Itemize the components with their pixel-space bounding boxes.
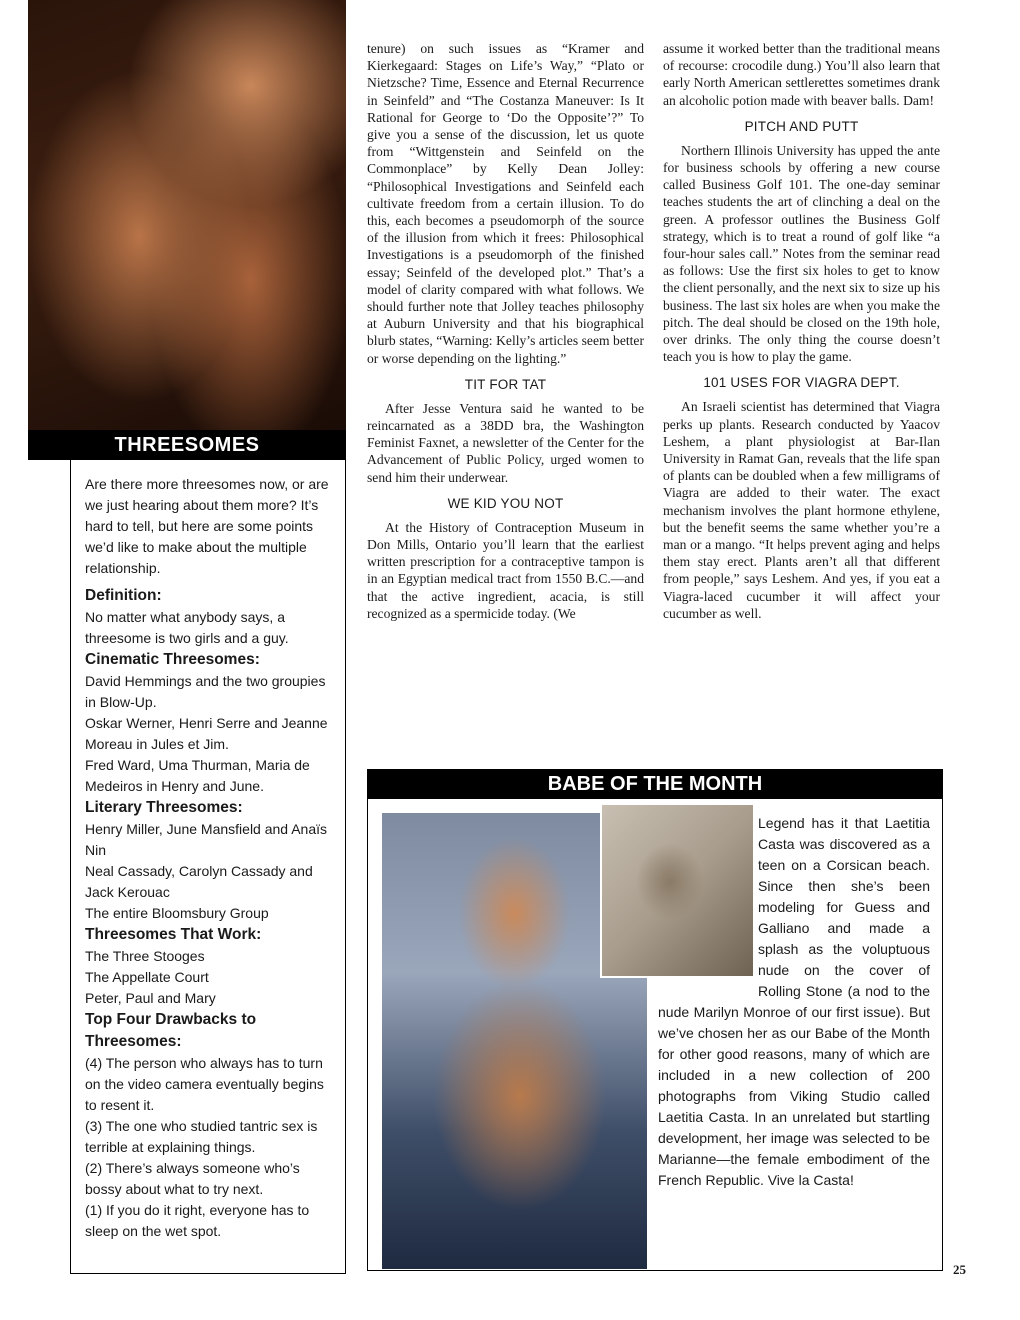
- article-column-middle: [367, 40, 644, 622]
- threesomes-intro: Are there more threesomes now, or are we just hearing about them more? It’s hard to tell, but here are some points we’d like to make about the multiple relationship.: [85, 476, 329, 576]
- embracing-couple-photo: [28, 0, 346, 430]
- babe-body-column: [658, 813, 930, 1191]
- list-item: David Hemmings and the two groupies in Blow-Up.: [85, 673, 326, 710]
- we-kid-you-not-continued: assume it worked better than the traditional means of recourse: crocodile dung.) You’ll also learn that early North American settlerettes sometimes drank an alcoholic potion made with beaver balls. Dam!: [663, 41, 940, 108]
- list-item: Fred Ward, Uma Thurman, Maria de Medeiros in Henry and June.: [85, 757, 310, 794]
- we-kid-you-not-heading: WE KID YOU NOT: [447, 495, 564, 511]
- threesomes-body: [70, 460, 346, 1274]
- list-item: Neal Cassady, Carolyn Cassady and Jack Kerouac: [85, 863, 313, 900]
- list-item: Oskar Werner, Henri Serre and Jeanne Moreau in Jules et Jim.: [85, 715, 328, 752]
- list-item: The Appellate Court: [85, 969, 209, 985]
- pitch-and-putt-body: Northern Illinois University has upped the ante for business schools by offering a new course called Business Golf 101. The one-day seminar teaches students the art of clinching a deal on the green. A professor outlines the Business Golf strategy, which is to treat a round of golf like “a four-hour sales call.” Notes from the seminar read as follows: Use the first six holes to get to know the client personally, and the next six to size up his business. The last six holes are when you make the pitch. The deal should be closed on the 19th hole, over drinks. The only thing the course doesn’t teach you is how to play the game.: [663, 142, 940, 365]
- definition-text: No matter what anybody says, a threesome is two girls and a guy.: [85, 609, 289, 646]
- list-item: Peter, Paul and Mary: [85, 990, 216, 1006]
- we-kid-you-not-body: At the History of Contraception Museum in Don Mills, Ontario you’ll learn that the earliest written prescription for a contraceptive tampon is in an Egyptian medical tract from 1550 B.C.—and that the active ingredient, acacia, is still recognized as a spermicide today. (We: [367, 519, 644, 621]
- pitch-and-putt-heading: PITCH AND PUTT: [744, 118, 859, 134]
- seinfeld-article-continued: tenure) on such issues as “Kramer and Kierkegaard: Stages on Life’s Way,” “Plato or Nietzsche? Time, Essence and Eternal Recurrence in Seinfeld” and “The Costanza Maneuver: Is It Rational for George to ‘Do the Opposite’?” To give you a sense of the discussion, let us quote from “Wittgenstein and Seinfeld on the Commonplace” by Kelly Dean Jolley: “Philosophical Investigations and Seinfeld each cultivate freedom from a certain illusion. To do this, each becomes a pseudomorph of the source of the illusion from which it frees: Philosophical Investigations is a pseudomorph of the finished essay; Seinfeld of the developed plot.” That’s a model of clarity compared with what follows. We should further note that Jolley teaches philosophy at Auburn University and that his biographical blurb states, “Warning: Kelly’s articles seem better or worse depending on the lighting.”: [367, 41, 644, 366]
- babe-of-the-month-title: BABE OF THE MONTH: [367, 769, 943, 799]
- list-item: (4) The person who always has to turn on the video camera eventually begins to resent it.: [85, 1055, 324, 1113]
- list-item: (1) If you do it right, everyone has to sleep on the wet spot.: [85, 1202, 310, 1239]
- tit-for-tat-body: After Jesse Ventura said he wanted to be reincarnated as a 38DD bra, the Washington Feminist Faxnet, a newsletter of the Center for the Advancement of Public Policy, urged women to send him their underwear.: [367, 400, 644, 485]
- list-item: The entire Bloomsbury Group: [85, 905, 269, 921]
- cinematic-heading: Cinematic Threesomes:: [85, 651, 260, 668]
- list-item: (3) The one who studied tantric sex is terrible at explaining things.: [85, 1118, 318, 1155]
- list-item: Henry Miller, June Mansfield and Anaïs Nin: [85, 821, 328, 858]
- babe-of-the-month-box: [367, 799, 943, 1271]
- inset-wrap-spacer: [658, 813, 758, 995]
- list-item: The Three Stooges: [85, 948, 205, 964]
- threesomes-title: THREESOMES: [28, 430, 346, 460]
- drawbacks-heading: Top Four Drawbacks to Threesomes:: [85, 1011, 257, 1050]
- threesomes-sidebar: [28, 430, 346, 1274]
- tit-for-tat-heading: TIT FOR TAT: [464, 376, 547, 392]
- babe-body: Legend has it that Laetitia Casta was discovered as a teen on a Corsican beach. Since then she’s been modeling for Guess and Galliano and made a splash as the voluptuous nude on the cover of Rolling Stone (a nod to the nude Marilyn Monroe of our first issue). But we’ve chosen her as our Babe of the Month for other good reasons, many of which are included in a new collection of 200 photographs from Viking Studio called Laetitia Casta. In an unrelated but startling development, her image was selected to be Marianne—the female embodiment of the French Republic. Vive la Casta!: [658, 815, 930, 1188]
- page-number: 25: [953, 1262, 966, 1277]
- article-column-right: [663, 40, 940, 622]
- list-item: (2) There’s always someone who’s bossy about what to try next.: [85, 1160, 300, 1197]
- work-heading: Threesomes That Work:: [85, 926, 262, 943]
- viagra-body: An Israeli scientist has determined that Viagra perks up plants. Research conducted by Yaacov Leshem, a plant physiologist at Bar-Ilan University in Ramat Gan, reveals that the life span of plants can be doubled when a few milligrams of Viagra are added to their water. The exact mechanism involves the plant hormone ethylene, but the benefit seems the same whether you’re a man or a mango. “It helps prevent aging and helps them stay erect. Plants aren’t all that different from people,” says Leshem. And yes, if you eat a Viagra-laced cucumber it will affect your cucumber as well.: [663, 399, 940, 621]
- viagra-heading: 101 USES FOR VIAGRA DEPT.: [703, 375, 900, 391]
- definition-heading: Definition:: [85, 587, 162, 604]
- literary-heading: Literary Threesomes:: [85, 799, 243, 816]
